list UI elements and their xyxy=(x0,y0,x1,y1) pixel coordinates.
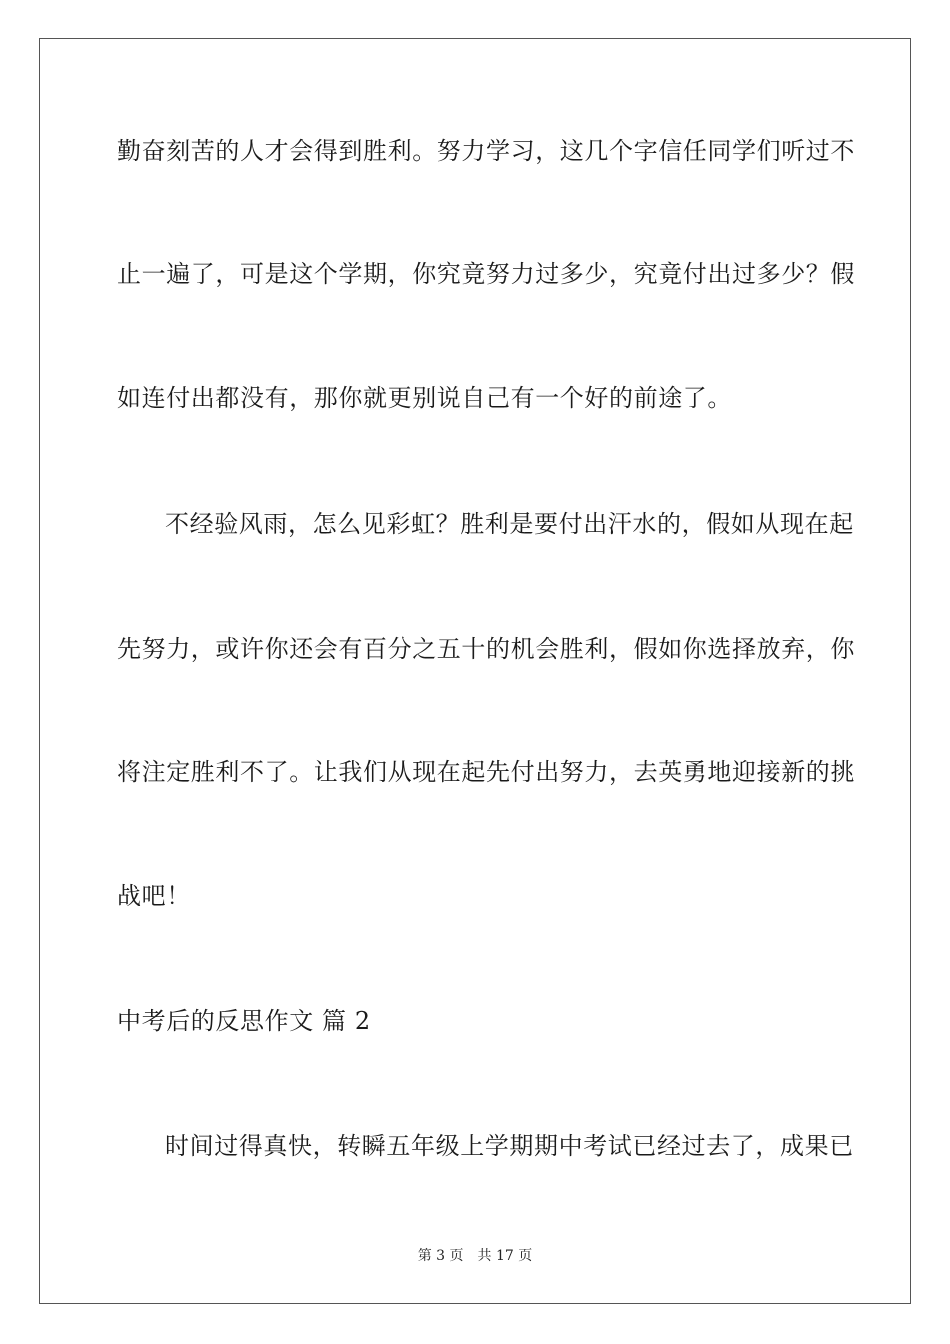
paragraph-line: 先努力，或许你还会有百分之五十的机会胜利，假如你选择放弃，你 xyxy=(117,635,855,663)
paragraph-line: 时间过得真快，转瞬五年级上学期期中考试已经过去了，成果已 xyxy=(165,1132,854,1160)
paragraph-line: 将注定胜利不了。让我们从现在起先付出努力，去英勇地迎接新的挑 xyxy=(117,758,855,786)
total-pages: 共 17 页 xyxy=(477,1248,533,1264)
paragraph-line: 勤奋刻苦的人才会得到胜利。努力学习，这几个字信任同学们听过不 xyxy=(117,137,855,165)
paragraph-line: 战吧！ xyxy=(117,882,191,910)
paragraph-line: 止一遍了，可是这个学期，你究竟努力过多少，究竟付出过多少？假 xyxy=(117,260,855,288)
paragraph-line: 如连付出都没有，那你就更别说自己有一个好的前途了。 xyxy=(117,384,732,412)
page-border xyxy=(39,38,911,1304)
paragraph-line: 不经验风雨，怎么见彩虹？胜利是要付出汗水的，假如从现在起 xyxy=(165,510,854,538)
page-footer xyxy=(0,1247,950,1265)
page-number: 第 3 页 xyxy=(417,1248,464,1264)
section-heading: 中考后的反思作文 篇 2 xyxy=(117,1007,371,1035)
